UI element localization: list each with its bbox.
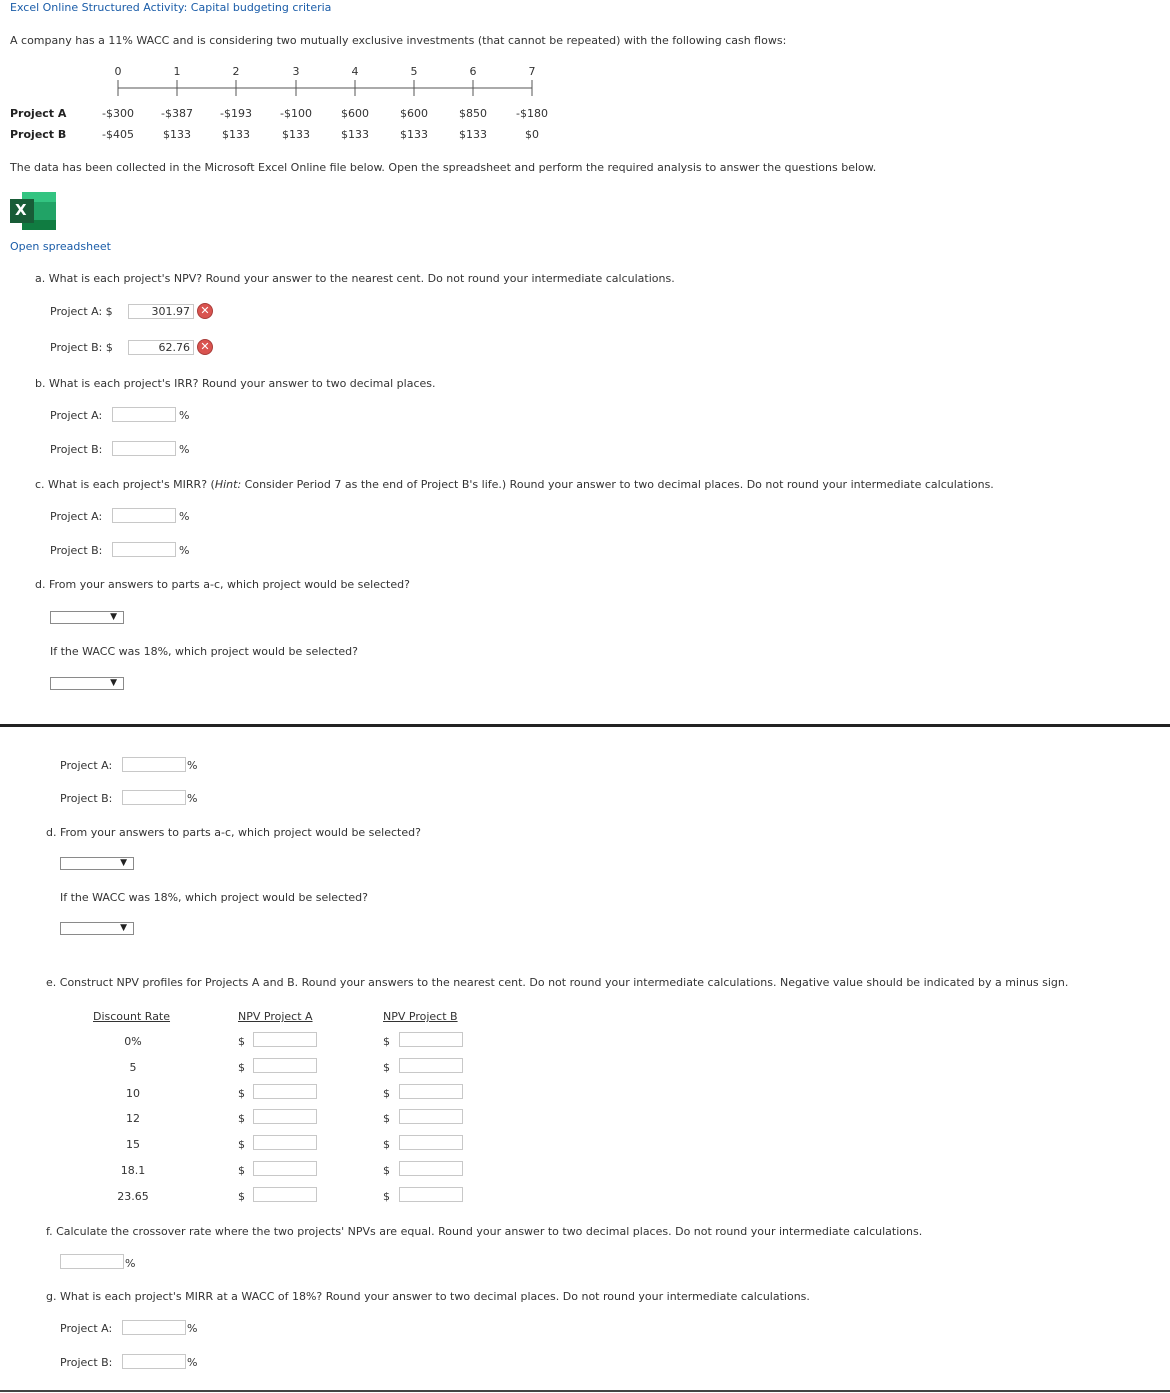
wacc18-select-dropdown[interactable] (50, 677, 124, 690)
currency-sign: $ (383, 1138, 390, 1151)
npv-a-profile-input[interactable] (253, 1187, 317, 1202)
project-select-dropdown-lower[interactable] (60, 857, 134, 870)
currency-sign: $ (383, 1035, 390, 1048)
percent-unit: % (125, 1257, 136, 1270)
project-b-row-label: Project B (10, 128, 67, 141)
question-f: f. Calculate the crossover rate where the two projects' NPVs are equal. Round your answer to two decimal places. Do not round your intermediate calculations. (46, 1225, 923, 1238)
npv-a-profile-input[interactable] (253, 1058, 317, 1073)
project-b-flow: -$405 (102, 128, 134, 141)
percent-unit: % (179, 409, 190, 422)
project-b-flow: $133 (163, 128, 191, 141)
rate-cell: 0% (124, 1035, 142, 1048)
open-spreadsheet-link[interactable]: Open spreadsheet (10, 240, 111, 253)
mirr18-b-input[interactable] (122, 1354, 186, 1369)
period-label: 7 (528, 65, 536, 78)
currency-sign: $ (238, 1164, 245, 1177)
mirr-b-input[interactable] (112, 542, 176, 557)
page-title: Excel Online Structured Activity: Capital budgeting criteria (10, 1, 332, 14)
currency-sign: $ (238, 1138, 245, 1151)
npv-a-profile-input[interactable] (253, 1161, 317, 1176)
currency-sign: $ (238, 1190, 245, 1203)
project-b-flow: $133 (341, 128, 369, 141)
npv-a-input[interactable]: 301.97 (128, 304, 194, 319)
mirr-a-label-lower: Project A: (60, 759, 113, 772)
npv-b-profile-input[interactable] (399, 1058, 463, 1073)
screenshot-divider (0, 724, 1170, 727)
npv-b-profile-input[interactable] (399, 1084, 463, 1099)
period-label: 2 (232, 65, 240, 78)
data-note: The data has been collected in the Microsoft Excel Online file below. Open the spreadsheet and perform the required analysis to answer the questions below. (10, 161, 877, 174)
incorrect-icon: ✕ (197, 303, 213, 319)
question-b: b. What is each project's IRR? Round your answer to two decimal places. (35, 377, 436, 390)
currency-sign: $ (383, 1112, 390, 1125)
col-header-npv-a: NPV Project A (238, 1010, 313, 1023)
project-a-flow: -$100 (280, 107, 312, 120)
question-a: a. What is each project's NPV? Round your answer to the nearest cent. Do not round your intermediate calculations. (35, 272, 675, 285)
col-header-discount-rate: Discount Rate (93, 1010, 171, 1023)
currency-sign: $ (383, 1190, 390, 1203)
period-label: 5 (410, 65, 418, 78)
project-a-flow: $600 (400, 107, 428, 120)
npv-b-profile-input[interactable] (399, 1187, 463, 1202)
chevron-down-icon: ▼ (120, 923, 127, 933)
mirr-a-input-lower[interactable] (122, 757, 186, 772)
percent-unit: % (187, 1356, 198, 1369)
irr-b-input[interactable] (112, 441, 176, 456)
period-label: 6 (469, 65, 477, 78)
question-c-post: Consider Period 7 as the end of Project B's life.) Round your answer to two decimal places. Do not round your intermediate calculations. (241, 478, 994, 491)
percent-unit: % (187, 792, 198, 805)
mirr18-b-label: Project B: (60, 1356, 113, 1369)
npv-a-profile-input[interactable] (253, 1109, 317, 1124)
timeline-axis (0, 0, 600, 110)
period-label: 4 (351, 65, 359, 78)
rate-cell: 15 (126, 1138, 140, 1151)
excel-icon[interactable] (10, 192, 56, 230)
percent-unit: % (187, 1322, 198, 1335)
project-select-dropdown[interactable] (50, 611, 124, 624)
project-a-flow: -$300 (102, 107, 134, 120)
npv-a-profile-input[interactable] (253, 1032, 317, 1047)
project-a-flow: $600 (341, 107, 369, 120)
project-a-flow: -$193 (220, 107, 252, 120)
project-a-flow: -$387 (161, 107, 193, 120)
chevron-down-icon: ▼ (120, 858, 127, 868)
question-d: d. From your answers to parts a-c, which project would be selected? (35, 578, 410, 591)
mirr-b-input-lower[interactable] (122, 790, 186, 805)
period-label: 0 (114, 65, 122, 78)
npv-b-input[interactable]: 62.76 (128, 340, 194, 355)
currency-sign: $ (238, 1061, 245, 1074)
intro-text: A company has a 11% WACC and is considering two mutually exclusive investments (that cannot be repeated) with the following cash flows: (10, 34, 787, 47)
question-g: g. What is each project's MIRR at a WACC of 18%? Round your answer to two decimal places. Do not round your intermediate calculations. (46, 1290, 810, 1303)
percent-unit: % (179, 544, 190, 557)
wacc18-select-dropdown-lower[interactable] (60, 922, 134, 935)
project-a-flow: $850 (459, 107, 487, 120)
irr-b-label: Project B: (50, 443, 103, 456)
project-b-flow: $133 (400, 128, 428, 141)
period-label: 3 (292, 65, 300, 78)
project-a-row-label: Project A (10, 107, 67, 120)
mirr-b-label-lower: Project B: (60, 792, 113, 805)
rate-cell: 18.1 (120, 1164, 146, 1177)
currency-sign: $ (383, 1087, 390, 1100)
percent-unit: % (179, 443, 190, 456)
rate-cell: 23.65 (117, 1190, 149, 1203)
mirr18-a-input[interactable] (122, 1320, 186, 1335)
mirr-a-input[interactable] (112, 508, 176, 523)
project-b-flow: $133 (459, 128, 487, 141)
currency-sign: $ (383, 1164, 390, 1177)
npv-a-profile-input[interactable] (253, 1084, 317, 1099)
npv-b-profile-input[interactable] (399, 1161, 463, 1176)
irr-a-label: Project A: (50, 409, 103, 422)
chevron-down-icon: ▼ (110, 678, 117, 688)
currency-sign: $ (238, 1087, 245, 1100)
period-label: 1 (173, 65, 181, 78)
project-b-flow: $133 (222, 128, 250, 141)
question-d-followup: If the WACC was 18%, which project would be selected? (50, 645, 358, 658)
rate-cell: 5 (129, 1061, 137, 1074)
npv-a-label: Project A: $ (50, 305, 113, 318)
question-c (35, 478, 994, 491)
hint-label: Hint: (214, 478, 242, 491)
rate-cell: 10 (126, 1087, 140, 1100)
question-e: e. Construct NPV profiles for Projects A and B. Round your answers to the nearest cent. Do not round your intermediate calculations. Negative value should be indicated by a minus sign. (46, 976, 1069, 989)
npv-b-label: Project B: $ (50, 341, 113, 354)
mirr-b-label: Project B: (50, 544, 103, 557)
irr-a-input[interactable] (112, 407, 176, 422)
col-header-npv-b: NPV Project B (383, 1010, 458, 1023)
question-d-followup-lower: If the WACC was 18%, which project would be selected? (60, 891, 368, 904)
excel-icon-letter: X (15, 201, 27, 219)
npv-a-profile-input[interactable] (253, 1135, 317, 1150)
currency-sign: $ (238, 1035, 245, 1048)
question-d-lower: d. From your answers to parts a-c, which project would be selected? (46, 826, 421, 839)
rate-cell: 12 (126, 1112, 140, 1125)
percent-unit: % (179, 510, 190, 523)
percent-unit: % (187, 759, 198, 772)
currency-sign: $ (238, 1112, 245, 1125)
npv-b-profile-input[interactable] (399, 1032, 463, 1047)
mirr-a-label: Project A: (50, 510, 103, 523)
page-bottom-border (0, 1390, 1170, 1392)
question-c-pre: c. What is each project's MIRR? ( (35, 478, 215, 491)
chevron-down-icon: ▼ (110, 612, 117, 622)
npv-b-profile-input[interactable] (399, 1135, 463, 1150)
project-b-flow: $0 (525, 128, 539, 141)
project-a-flow: -$180 (516, 107, 548, 120)
crossover-rate-input[interactable] (60, 1254, 124, 1269)
incorrect-icon: ✕ (197, 339, 213, 355)
npv-b-profile-input[interactable] (399, 1109, 463, 1124)
currency-sign: $ (383, 1061, 390, 1074)
mirr18-a-label: Project A: (60, 1322, 113, 1335)
project-b-flow: $133 (282, 128, 310, 141)
